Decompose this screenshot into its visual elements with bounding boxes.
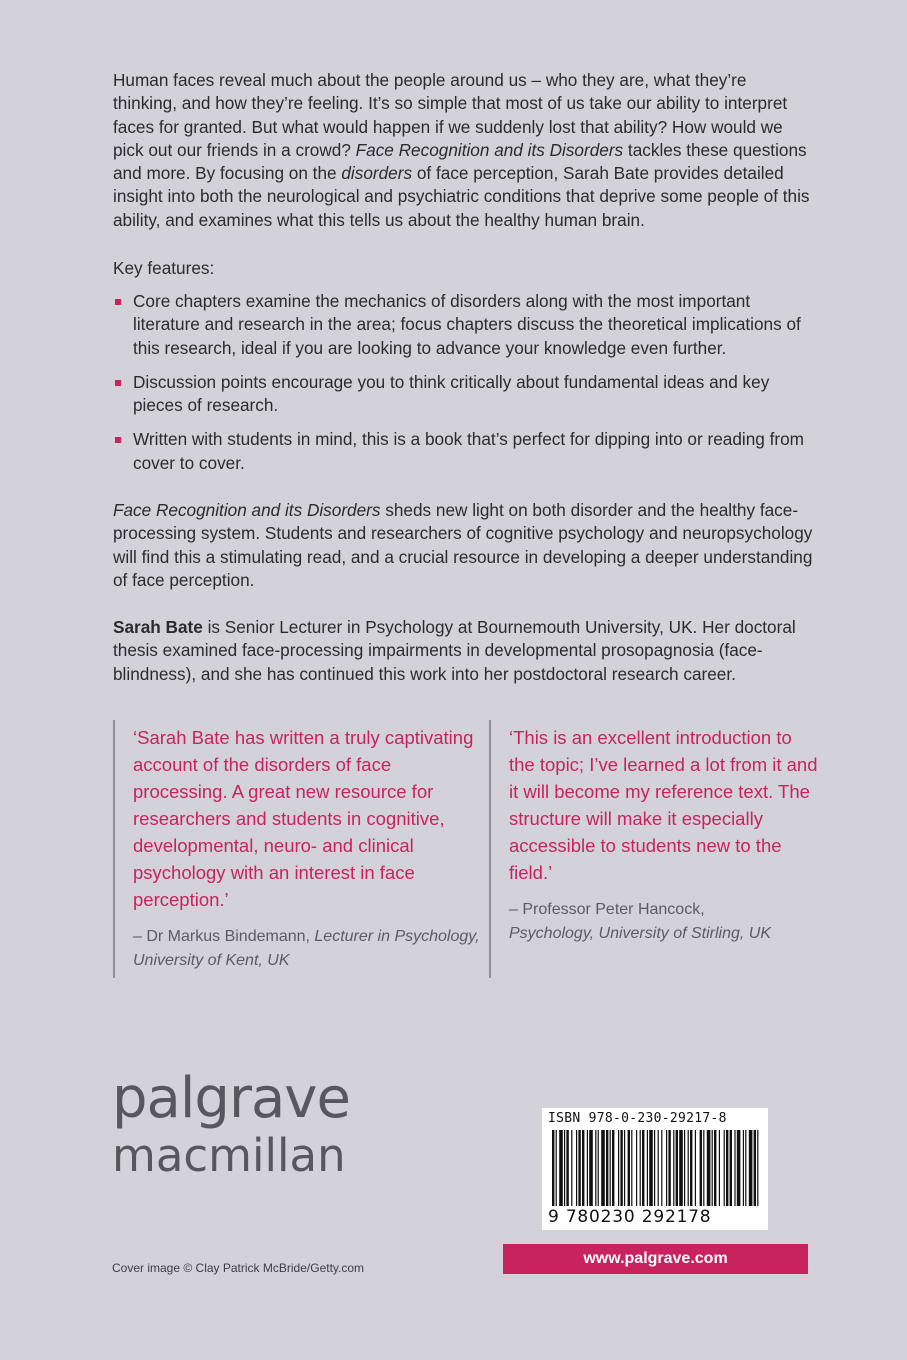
barcode-bars-icon — [548, 1130, 762, 1208]
quote-attribution — [509, 898, 819, 945]
feature-text: Core chapters examine the mechanics of disorders along with the most important literature and research in the area; focus chapters discuss the theoretical implications of this research, ideal if you are looking to advance your knowledge even further. — [133, 291, 801, 358]
publisher-website-link[interactable]: www.palgrave.com — [503, 1244, 808, 1274]
isbn-barcode — [542, 1108, 768, 1230]
intro-book-title: Face Recognition and its Disorders — [355, 139, 624, 160]
quote-text: ‘Sarah Bate has written a truly captivating account of the disorders of face processing. A great new resource for researchers and students in cognitive, developmental, neuro- and clinical psychology with an interest in face perception.’ — [133, 727, 474, 910]
summary-book-title: Face Recognition and its Disorders — [113, 500, 381, 520]
isbn-label: ISBN 978-0-230-29217-8 — [548, 1111, 727, 1126]
endorsement-quote-2 — [489, 720, 819, 978]
feature-text: Written with students in mind, this is a book that’s perfect for dipping into or reading from cover to cover. — [133, 429, 804, 473]
intro-text-3: of face perception, Sarah Bate provides detailed insight into both the neurological and psychiatric conditions that deprive some people of this ability, and examines what this tells us about the healthy human brain. — [113, 163, 810, 230]
quote-text: ‘This is an excellent introduction to the topic; I’ve learned a lot from it and it will become my reference text. The structure will make it especially accessible to students new to the field.’ — [509, 727, 818, 883]
quote-author: – Dr Markus Bindemann, — [133, 928, 315, 945]
quote-affiliation: Lecturer in Psychology, University of Kent, UK — [133, 928, 480, 969]
intro-disorders-word: disorders — [341, 163, 413, 184]
list-item — [113, 428, 813, 475]
summary-paragraph — [113, 499, 813, 592]
list-item — [113, 290, 813, 360]
logo-line-1: palgrave — [112, 1066, 350, 1131]
list-item — [113, 371, 813, 418]
author-bio — [113, 616, 813, 686]
feature-text: Discussion points encourage you to think critically about fundamental ideas and key pieces of research. — [133, 371, 770, 416]
cover-image-credit: Cover image © Clay Patrick McBride/Getty.com — [112, 1261, 365, 1275]
key-features-heading: Key features: — [113, 258, 215, 278]
author-name: Sarah Bate — [113, 617, 203, 637]
summary-text: sheds new light on both disorder and the healthy face-processing system. Students and researchers of cognitive psychology and neuropsychology will find this a stimulating read, and a crucial resource in developing a deeper understanding of face perception. — [113, 500, 813, 590]
quote-author: – Professor Peter Hancock, — [509, 901, 705, 918]
quote-affiliation: Psychology, University of Stirling, UK — [509, 924, 772, 942]
bullet-square-icon — [115, 380, 121, 386]
bullet-square-icon — [115, 299, 121, 305]
intro-text-1: Human faces reveal much about the people around us – who they are, what they’re thinking, and how they’re feeling. It’s so simple that most of us take our ability to interpret faces for granted. But what would happen if we suddenly lost that ability? How would we pick out our friends in a crowd? — [113, 70, 788, 160]
key-features-list — [113, 290, 813, 486]
barcode-digits: 9 780230 292178 — [548, 1207, 712, 1227]
quote-attribution — [133, 925, 483, 972]
endorsement-quote-1 — [113, 720, 483, 978]
intro-text-2: tackles these questions and more. By focusing on the — [113, 139, 807, 184]
logo-line-2: macmillan — [112, 1129, 346, 1182]
author-bio-text: is Senior Lecturer in Psychology at Bournemouth University, UK. Her doctoral thesis examined face-processing impairments in developmental prosopagnosia (face-blindness), and she has continued this work into her postdoctoral research career. — [113, 617, 796, 684]
publisher-logo — [112, 1068, 350, 1182]
bullet-square-icon — [115, 437, 121, 443]
intro-paragraph — [113, 69, 813, 232]
